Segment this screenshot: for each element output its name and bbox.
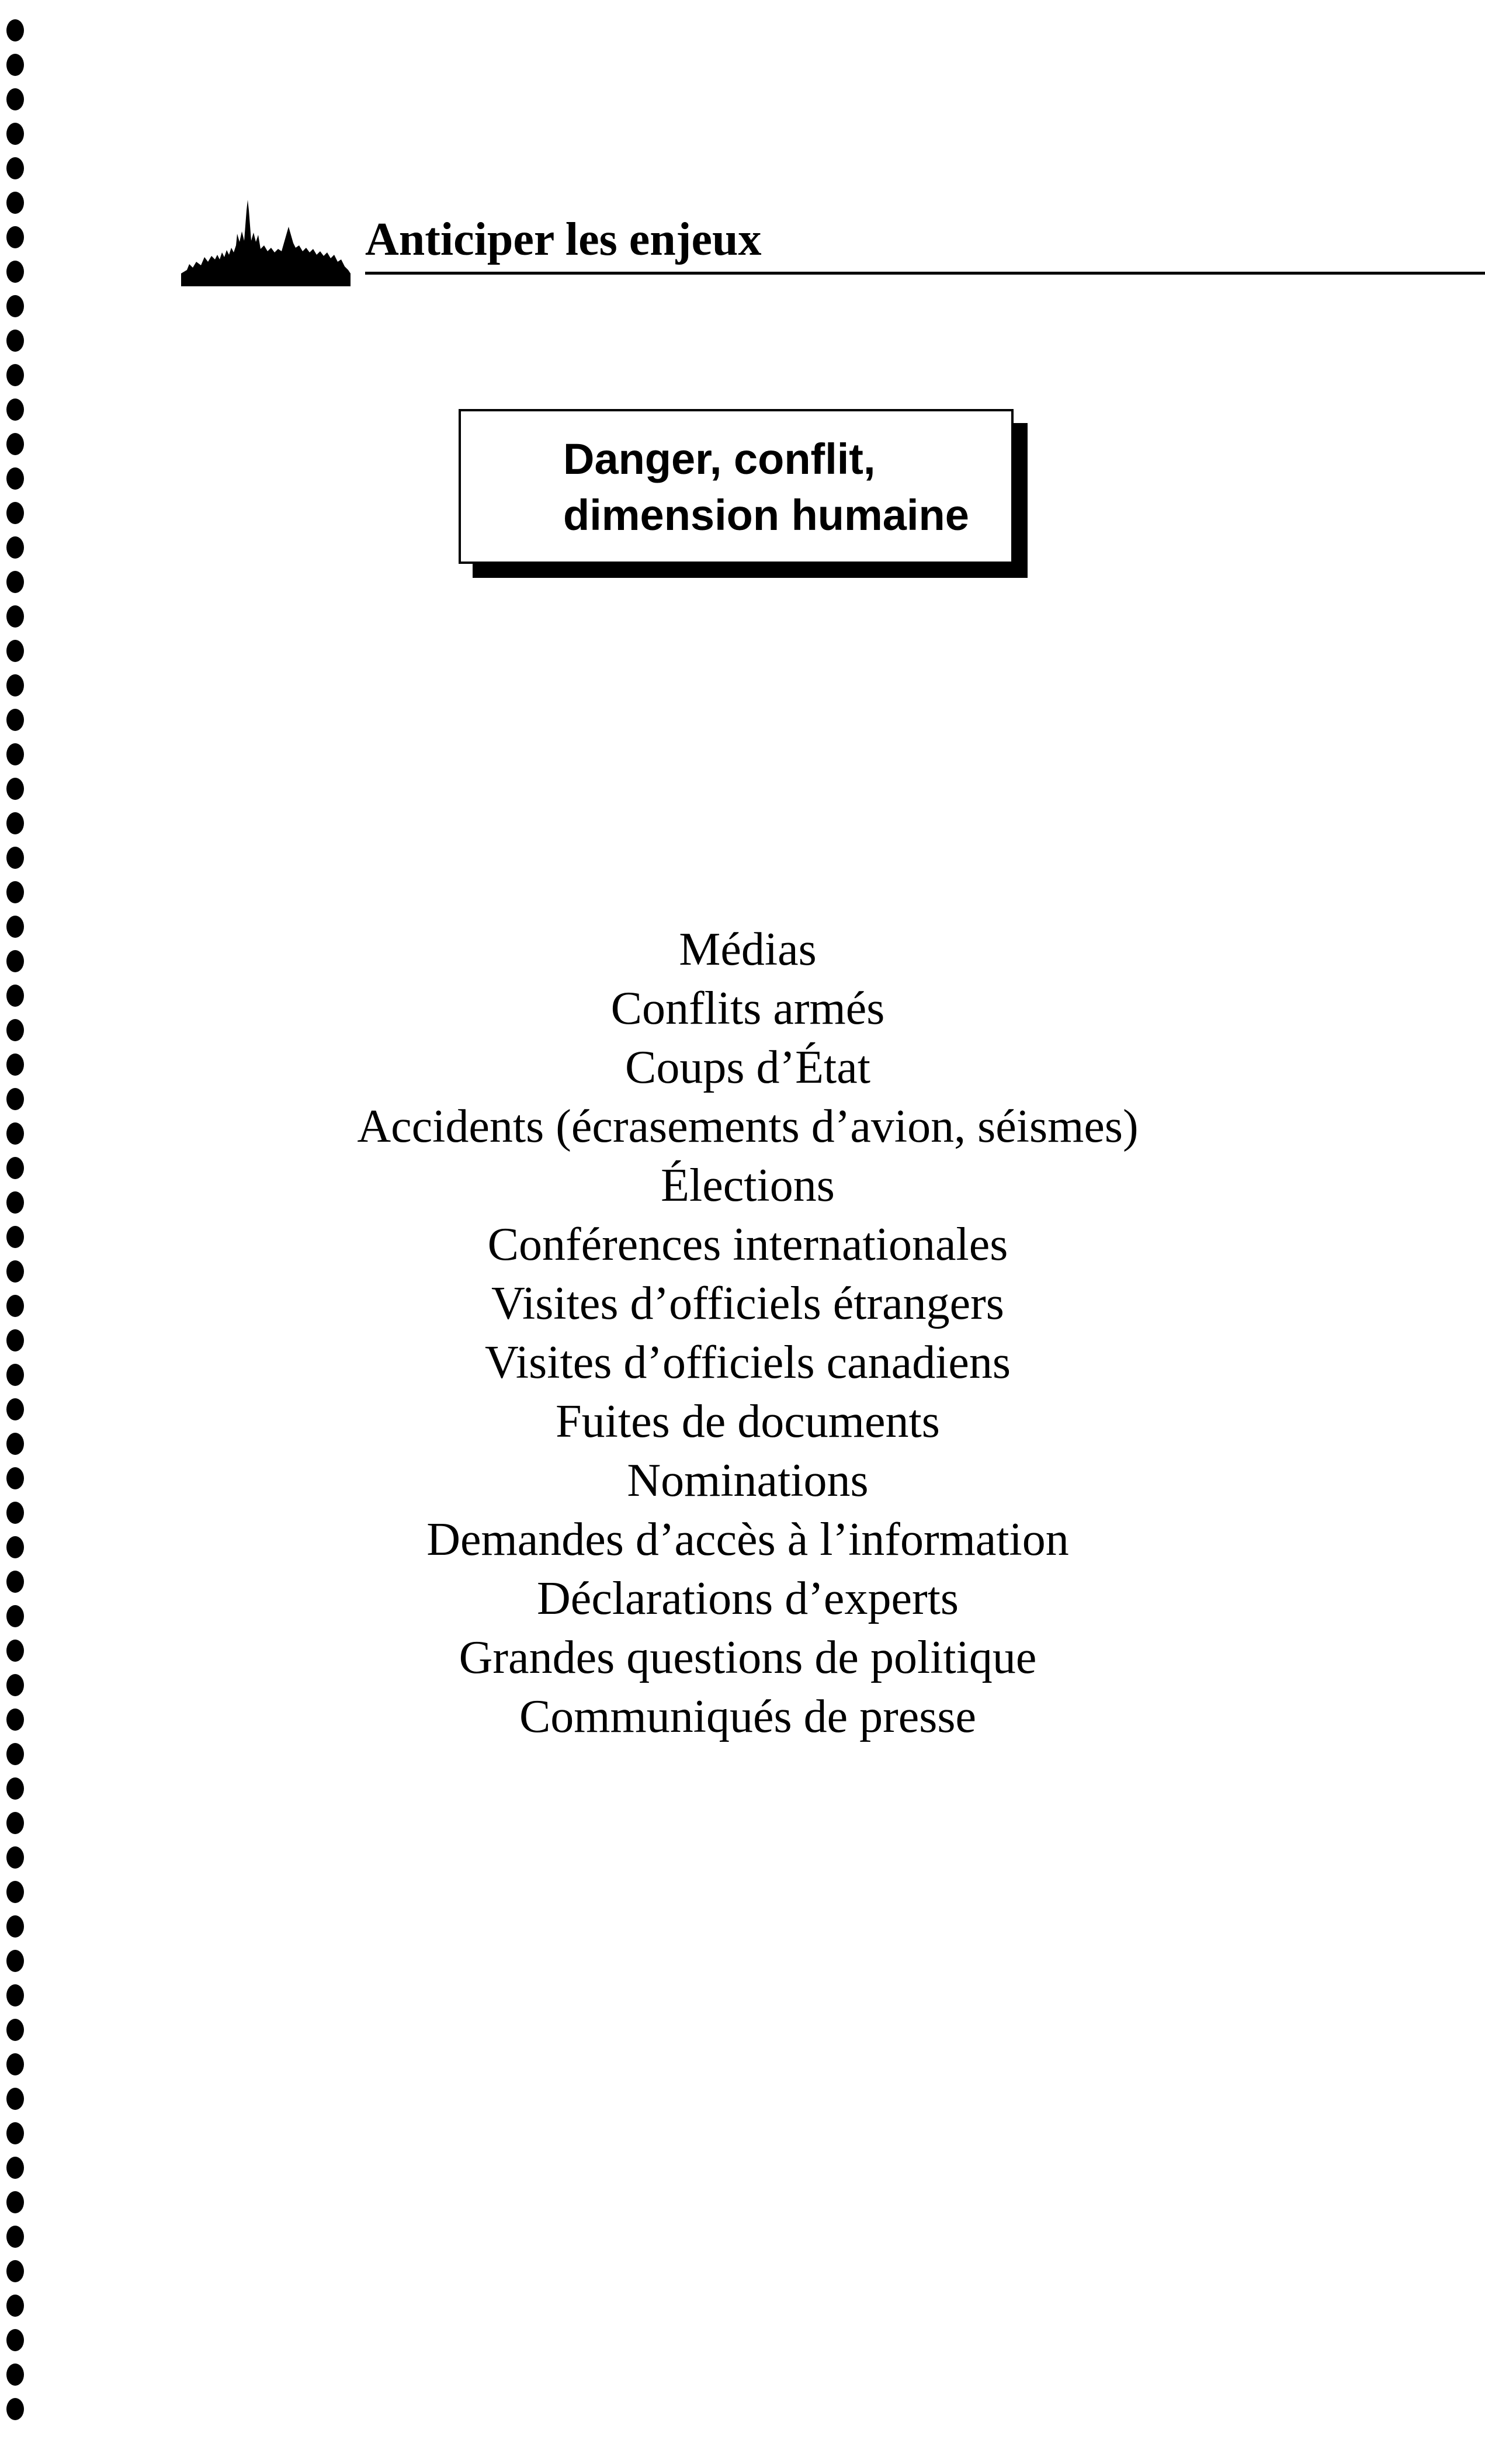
binding-hole-icon (6, 1950, 24, 1972)
list-item: Nominations (627, 1455, 869, 1506)
binding-hole-icon (6, 1502, 24, 1524)
binding-hole-icon (6, 19, 24, 41)
topic-box (459, 409, 1028, 578)
binding-hole-icon (6, 1812, 24, 1834)
binding-hole-icon (6, 1226, 24, 1248)
list-item: Visites d’officiels canadiens (484, 1337, 1011, 1388)
binding-hole-icon (6, 1881, 24, 1903)
binding-hole-icon (6, 1846, 24, 1869)
binding-hole-icon (6, 1191, 24, 1214)
topic-box-line-2: dimension humaine (563, 491, 969, 539)
binding-hole-icon (6, 1915, 24, 1938)
binding-hole-icon (6, 88, 24, 110)
binding-hole-icon (6, 985, 24, 1007)
list-item: Déclarations d’experts (537, 1573, 959, 1624)
binding-hole-icon (6, 2260, 24, 2282)
binding-hole-icon (6, 812, 24, 834)
binding-hole-icon (6, 674, 24, 696)
binding-hole-icon (6, 54, 24, 76)
binding-hole-icon (6, 1640, 24, 1662)
list-item: Visites d’officiels étrangers (491, 1278, 1004, 1329)
binding-hole-icon (6, 1777, 24, 1800)
list-item: Grandes questions de politique (459, 1632, 1037, 1683)
binding-hole-icon (6, 916, 24, 938)
topic-box-line-1: Danger, conflit, (563, 435, 876, 483)
binding-hole-icon (6, 1536, 24, 1558)
header-divider (365, 272, 1485, 275)
binding-hole-icon (6, 605, 24, 628)
binding-hole-icon (6, 2398, 24, 2420)
binding-hole-icon (6, 1605, 24, 1627)
binding-hole-icon (6, 536, 24, 559)
binding-hole-icon (6, 1674, 24, 1696)
binding-hole-icon (6, 1708, 24, 1731)
binding-hole-icon (6, 261, 24, 283)
binding-hole-icon (6, 364, 24, 386)
binding-hole-icon (6, 1122, 24, 1145)
binding-hole-icon (6, 330, 24, 352)
binding-hole-icon (6, 398, 24, 421)
binding-hole-icon (6, 1467, 24, 1489)
list-item: Médias (679, 924, 817, 975)
binding-hole-icon (6, 2122, 24, 2144)
binding-hole-icon (6, 433, 24, 455)
binding-hole-icon (6, 950, 24, 972)
binding-hole-icon (6, 157, 24, 179)
binding-hole-icon (6, 1019, 24, 1041)
topic-box-frame (459, 409, 1014, 564)
binding-hole-icon (6, 1157, 24, 1179)
binding-hole-icon (6, 571, 24, 593)
binding-hole-icon (6, 2329, 24, 2351)
binding-hole-icon (6, 1743, 24, 1765)
binding-hole-icon (6, 1053, 24, 1076)
binding-hole-icon (6, 1260, 24, 1283)
list-item: Conférences internationales (487, 1219, 1008, 1270)
binding-hole-icon (6, 1295, 24, 1317)
binding-hole-column (5, 18, 28, 2454)
binding-hole-icon (6, 2157, 24, 2179)
binding-hole-icon (6, 295, 24, 317)
binding-hole-icon (6, 1329, 24, 1351)
binding-hole-icon (6, 502, 24, 524)
list-item: Fuites de documents (556, 1396, 940, 1447)
list-item: Coups d’État (625, 1042, 870, 1093)
parliament-silhouette-icon (181, 199, 351, 286)
list-item: Conflits armés (610, 983, 885, 1034)
binding-hole-icon (6, 2226, 24, 2248)
binding-hole-icon (6, 847, 24, 869)
list-item: Accidents (écrasements d’avion, séismes) (357, 1101, 1139, 1152)
binding-hole-icon (6, 123, 24, 145)
binding-hole-icon (6, 2019, 24, 2041)
list-item: Élections (661, 1160, 835, 1211)
binding-holes (5, 18, 28, 2454)
binding-hole-icon (6, 226, 24, 248)
binding-hole-icon (6, 2053, 24, 2075)
binding-hole-icon (6, 2364, 24, 2386)
binding-hole-icon (6, 467, 24, 490)
list-item: Demandes d’accès à l’information (426, 1514, 1069, 1565)
binding-hole-icon (6, 709, 24, 731)
binding-hole-icon (6, 743, 24, 765)
binding-hole-icon (6, 640, 24, 662)
topics-list (175, 920, 1320, 1746)
binding-hole-icon (6, 1398, 24, 1420)
list-item: Communiqués de presse (519, 1691, 977, 1742)
binding-hole-icon (6, 2295, 24, 2317)
binding-hole-icon (6, 2088, 24, 2110)
binding-hole-icon (6, 1571, 24, 1593)
binding-hole-icon (6, 1364, 24, 1386)
binding-hole-icon (6, 192, 24, 214)
page-title: Anticiper les enjeux (365, 214, 762, 265)
binding-hole-icon (6, 778, 24, 800)
page-header (181, 199, 1326, 286)
binding-hole-icon (6, 1088, 24, 1110)
binding-hole-icon (6, 1984, 24, 2006)
binding-hole-icon (6, 881, 24, 903)
binding-hole-icon (6, 2191, 24, 2213)
binding-hole-icon (6, 1433, 24, 1455)
